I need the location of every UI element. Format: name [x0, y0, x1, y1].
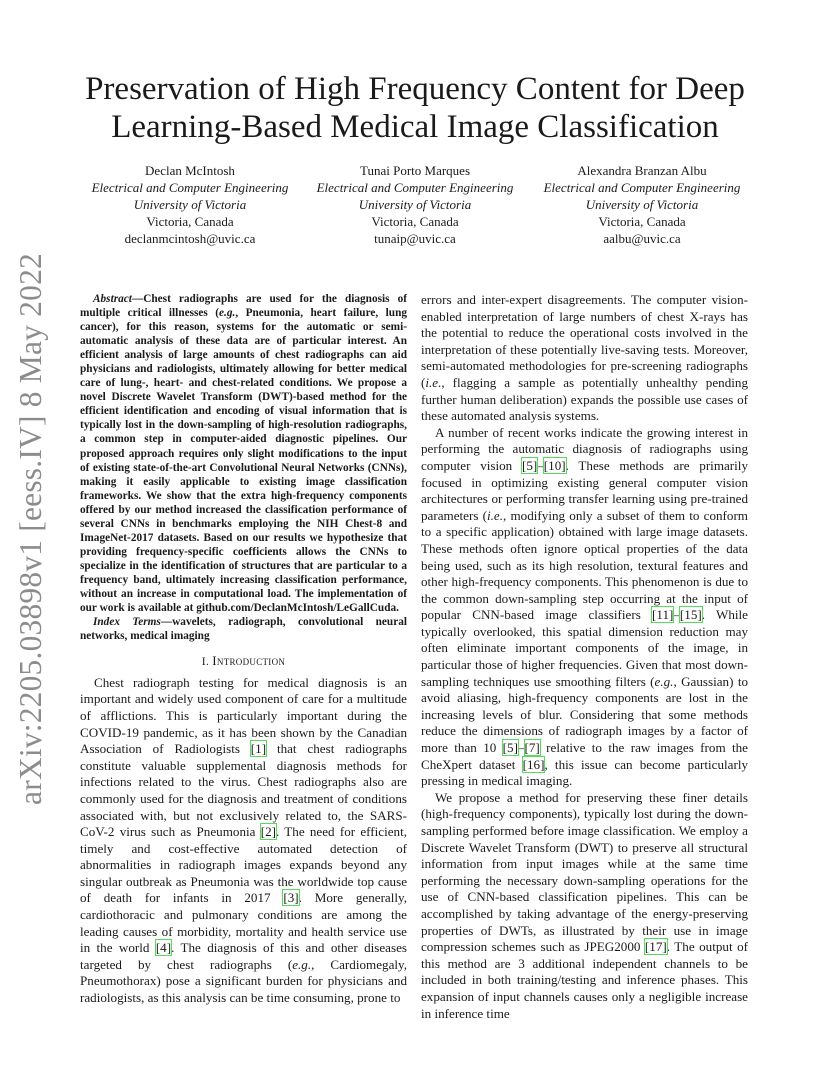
abstract-text: —Chest radiographs are used for the diagnosis of multiple critical illnesses ( — [80, 293, 407, 320]
body-text: Chest radiograph testing for medical diagnosis is an important and widely used component of care for a multitude of afflictions. This is particularly important during the COVID-19 pandemic, as it has been shown by the Canadian Association of Radiologists — [80, 674, 407, 757]
author-university: University of Victoria — [133, 197, 247, 212]
author-university: University of Victoria — [358, 197, 472, 212]
author-location: Victoria, Canada — [146, 214, 234, 229]
author-email: aalbu@uvic.ca — [603, 231, 681, 246]
body-text-italic: i.e. — [487, 507, 504, 523]
paper-title: Preservation of High Frequency Content for Deep Learning-Based Medical Image Classification — [85, 71, 745, 145]
body-text: , flagging a sample as potentially unhealthy pending further human deliberation) expands the possible use cases of these automated analysis systems. — [421, 374, 748, 424]
author-email: tunaip@uvic.ca — [374, 231, 456, 246]
citation-link[interactable]: [16] — [522, 756, 545, 772]
body-text: , this issue can become particularly pressing in medical imaging. — [421, 756, 748, 789]
body-text-italic: e.g. — [292, 956, 312, 972]
abstract-text: , Pneumonia, heart failure, lung cancer), for this reason, systems for the automatic or semi-automatic analysis of these data are of particular interest. An efficient analysis of large amounts of chest radiographs can aid physicians and radiologists, ultimately allowing for better medical care of lung-, heart- and chest-related conditions. We propose a novel Discrete Wavelet Transform (DWT)-based method for the efficient identification and encoding of visual information that is typically lost in the down-sampling of high-resolution radiographs, a common step in computer-aided diagnostic pipelines. Our proposed approach requires only slight modifications to the input of existing state-of-the-art Convolutional Neural Networks (CNNs), making it easily applicable to existing image classification frameworks. We show that the extra high-frequency components offered by our method increased the classification performance of several CNNs in benchmarks employing the NIH Chest-8 and ImageNet-2017 datasets. Based on our results we hypothesize that providing frequency-specific coefficients allows the CNNs to specialize in the identification of structures that are particular to a frequency band, ultimately increasing classification performance, without an increase in computational load. The implementation of our work is available at github.com/DeclanMcIntosh/LeGallCuda. — [80, 307, 408, 615]
author-email: declanmcintosh@uvic.ca — [124, 231, 256, 246]
body-text: , modifying only a subset of them to conform to a specific application) obtained with large image datasets. These methods often ignore optical properties of the data being used, such as its high resolution, textural features and other high-frequency components. This phenomenon is due to the common down-sampling step occurring at the input of popular CNN-based image classifiers — [421, 507, 748, 623]
body-paragraph — [421, 790, 748, 1022]
citation-link[interactable]: [5] — [521, 457, 538, 473]
author-location: Victoria, Canada — [598, 214, 686, 229]
citation-link[interactable]: [3] — [283, 890, 299, 906]
section-heading-introduction — [80, 653, 407, 671]
body-text: We propose a method for preserving these finer details (high-frequency components), typically lost during the down-sampling performed before image classification. We employ a Discrete Wavelet Transform (DWT) to preserve all structural information from input images while at the same time performing the necessary down-sampling operations for the use of CNN-based classification pipelines. This can be accomplished by taking advantage of the energy-preserving properties of DWTs, as illustrated by their use in image compression schemes such as JPEG2000 — [421, 789, 748, 955]
citation-link[interactable]: [4] — [155, 940, 172, 956]
citation-link[interactable]: [7] — [524, 740, 540, 756]
left-column — [80, 292, 407, 1007]
citation-link[interactable]: [1] — [250, 741, 267, 757]
body-text: – — [537, 457, 544, 473]
body-text: . The output of this method are 3 additional independent channels to be included in both training/testing and inference phases. This expansion of input channels causes only a negligible increase in inference time — [421, 939, 748, 1021]
citation-link[interactable]: [11] — [652, 607, 674, 623]
index-terms-label: Index Terms — [93, 616, 161, 629]
author-name: Alexandra Branzan Albu — [577, 163, 707, 178]
body-text: . More generally, cardiothoracic and pulmonary conditions are among the leading causes of morbidity, mortality and health service use in the world — [80, 890, 407, 956]
citation-link[interactable]: [2] — [260, 824, 276, 840]
body-paragraph — [421, 292, 748, 425]
arxiv-identifier-text: arXiv:2205.03898v1 [eess.IV] 8 May 2022 — [13, 253, 48, 805]
body-text: relative to the raw images from the CheXpert dataset — [421, 740, 748, 772]
citation-link[interactable]: [15] — [679, 607, 702, 623]
section-title: Introduction — [212, 653, 286, 669]
author-affiliation: Electrical and Computer Engineering — [316, 180, 514, 195]
abstract-eg: e.g. — [219, 307, 236, 320]
body-text: . The need for efficient, timely and cost-effective automated detection of abnormalities in radiograph images expands beyond any singular outbreak as Pneumonia was the worldwide top cause of death for infants in 2017 — [80, 824, 408, 906]
body-text: – — [673, 607, 680, 623]
author-university: University of Victoria — [585, 197, 699, 212]
body-text: errors and inter-expert disagreements. The computer vision-enabled interpretation of large numbers of chest X-rays has the potential to reduce the operational costs involved in the interpretation of these potentially live-saving tests. Moreover, semi-automated methodologies for pre-screening radiographs ( — [421, 292, 748, 390]
section-numeral: I. — [201, 656, 213, 669]
body-text: . The diagnosis of this and other diseases targeted by chest radiographs ( — [80, 940, 407, 972]
body-text: , Cardiomegaly, Pneumothorax) pose a significant burden for physicians and radiologists, as this analysis can be time consuming, prone to — [80, 956, 407, 1006]
right-column — [421, 292, 748, 1022]
index-terms-text: —wavelets, radiograph, convolutional neural networks, medical imaging — [80, 616, 407, 643]
body-text: , Gaussian) to avoid aliasing, high-frequency components are lost in the increasing levels of blur. Considering that some methods reduce the dimensions of radiograph images by a factor of more than 10 — [421, 673, 749, 756]
arxiv-identifier — [10, 253, 52, 805]
intro-paragraph — [80, 675, 407, 1007]
author-location: Victoria, Canada — [371, 214, 459, 229]
author-affiliation: Electrical and Computer Engineering — [543, 180, 741, 195]
body-text: that chest radiographs constitute valuable supplemental diagnosis methods for infections related to the virus. Chest radiographs also are commonly used for the diagnosis and treatment of conditions associated with, but not exclusively related to, the SARS-CoV-2 virus such as Pneumonia — [80, 741, 408, 840]
body-text-italic: i.e. — [425, 374, 442, 390]
author-2 — [295, 162, 535, 247]
body-text-italic: e.g. — [654, 673, 674, 689]
author-affiliation: Electrical and Computer Engineering — [91, 180, 289, 195]
author-name: Declan McIntosh — [145, 163, 235, 178]
abstract-label: Abstract — [93, 293, 132, 305]
author-1 — [70, 162, 310, 247]
author-3 — [522, 162, 762, 247]
body-text: – — [517, 740, 525, 756]
citation-link[interactable]: [17] — [644, 939, 667, 955]
author-name: Tunai Porto Marques — [359, 163, 471, 178]
body-text: . These methods are primarily focused in optimizing existing general computer vision architectures or performing transfer learning using pre-trained parameters ( — [421, 457, 748, 523]
body-text: A number of recent works indicate the growing interest in performing the automatic diagnosis of radiographs using computer vision — [421, 424, 748, 473]
body-text: . While typically overlooked, this spatial dimension reduction may often eliminate important components of the image, in particular those of higher frequencies. Given that most down-sampling techniques use smoothing filters ( — [421, 607, 748, 689]
citation-link[interactable]: [10] — [543, 457, 566, 473]
citation-link[interactable]: [5] — [502, 740, 518, 756]
abstract — [80, 292, 407, 615]
index-terms — [80, 615, 407, 643]
body-paragraph — [421, 425, 748, 790]
